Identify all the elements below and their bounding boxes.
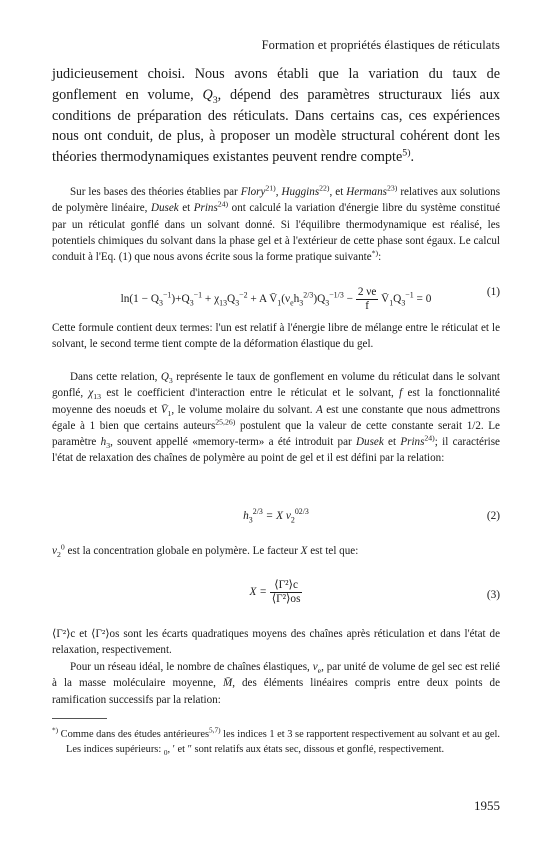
paragraph-relation: Dans cette relation, $Q_3$ représente le taux de gonflement en volume du réticulat dans le solvant gonflé, $\chi_{13}$ est le coefficient d'interaction entre le réticulat et le solvant, f est la fonctionnalité moyenne des noeuds et $V̄_1$, le volume molaire du solvant. A est une constante que nous admettrons égale à 1 bien que certains auteurs$^{25,26)}$ postulent que la valeur de cette constante serait 1/2. Le paramètre $h_3$, souvent appellé «memory-term» a été introduit par Dusek et Prins$^{24)}$; il caractérise l'état de relaxation des chaînes de polymère au point de gel et il est défini par la relation:	[52, 371, 501, 465]
intro-paragraph: judicieusement choisi. Nous avons établi que la variation du taux de gonflement en volume, $Q_3$, dépend des paramètres structuraux liés aux conditions de préparation des réticulats. Dans certains cas, ces expériences nous ont conduit, de plus, à proposer un modèle structural cohérent dont les théories thermodynamiques existantes peuvent rendre compte$^{5)}$.	[52, 66, 501, 166]
equation-2	[52, 506, 500, 532]
paragraph-ideal-network: Pour un réseau idéal, le nombre de chaînes élastiques, $\nu_e$, par unité de volume de gel sec est relié à la masse moléculaire moyenne, M̄, des éléments linéaires compris entre deux points de ramification successifs par la relation:	[52, 661, 500, 706]
running-header: Formation et propriétés élastiques de réticulats	[261, 38, 500, 52]
equation-2-number: (2)	[486, 510, 500, 522]
equation-1-number: (1)	[486, 286, 500, 298]
equation-3-number: (3)	[486, 589, 500, 601]
page-number: 1955	[474, 798, 500, 813]
equation-2-expression: $h_3^{2/3} = X$ $v_2^{02/3}$	[243, 507, 309, 525]
equation-1	[52, 282, 500, 312]
equation-1-expression: $\ln(1 - Q_3^{-1})+Q_3^{-1} + \chi_{13}Q_3^{-2} + A$ $V̄_1(\nu_eh_3^{2/3})Q_3^{-1/3}$ − $\frac{2 \nu e}{f}$ $V̄_1Q_3^{-1} = 0$	[120, 286, 432, 312]
paragraph-gamma: ⟨Γ²⟩c et ⟨Γ²⟩os sont les écarts quadratiques moyens des chaînes après réticulation et dans l'état de relaxation, respectivement.	[52, 628, 500, 657]
equation-3	[52, 577, 500, 615]
paragraph-formula: Cette formule contient deux termes: l'un est relatif à l'énergie libre de mélange entre le réticulat et le solvant, le second terme tient compte de la déformation élastique du gel.	[52, 322, 500, 351]
footnote: *) Comme dans des études antérieures$^{5,7)}$ les indices 1 et 3 se rapportent respectivement au solvant et au gel. Les indices supérieurs: $_0$, ′ et ″ sont relatifs aux états sec, dissous et gonflé, respectivement.	[52, 726, 500, 758]
footnote-rule	[52, 718, 107, 719]
paragraph-theories: Sur les bases des théories établies par Flory$^{21)}$, Huggins$^{22)}$, et Hermans$^{23)}$ relatives aux solutions de polymère linéaire, Dusek et Prins$^{24)}$ ont calculé la variation d'énergie libre du système constitué par un réticulat gonflé dans un solvant donné. Si l'équilibre thermodynamique est réalisé, les potentiels chimiques du solvant dans la phase gel et à l'extérieur de cette phase sont égaux. Le calcul conduit à l'Eq. (1) que nous avons écrite sous la forme pratique suivante*):	[52, 183, 501, 264]
equation-3-expression: X = $\frac{\text{⟨Γ²⟩c}}{\text{⟨Γ²⟩os}}$	[249, 579, 301, 605]
paragraph-concentration: $v_2^0$ est la concentration globale en polymère. Le facteur X est tel que:	[52, 542, 359, 560]
